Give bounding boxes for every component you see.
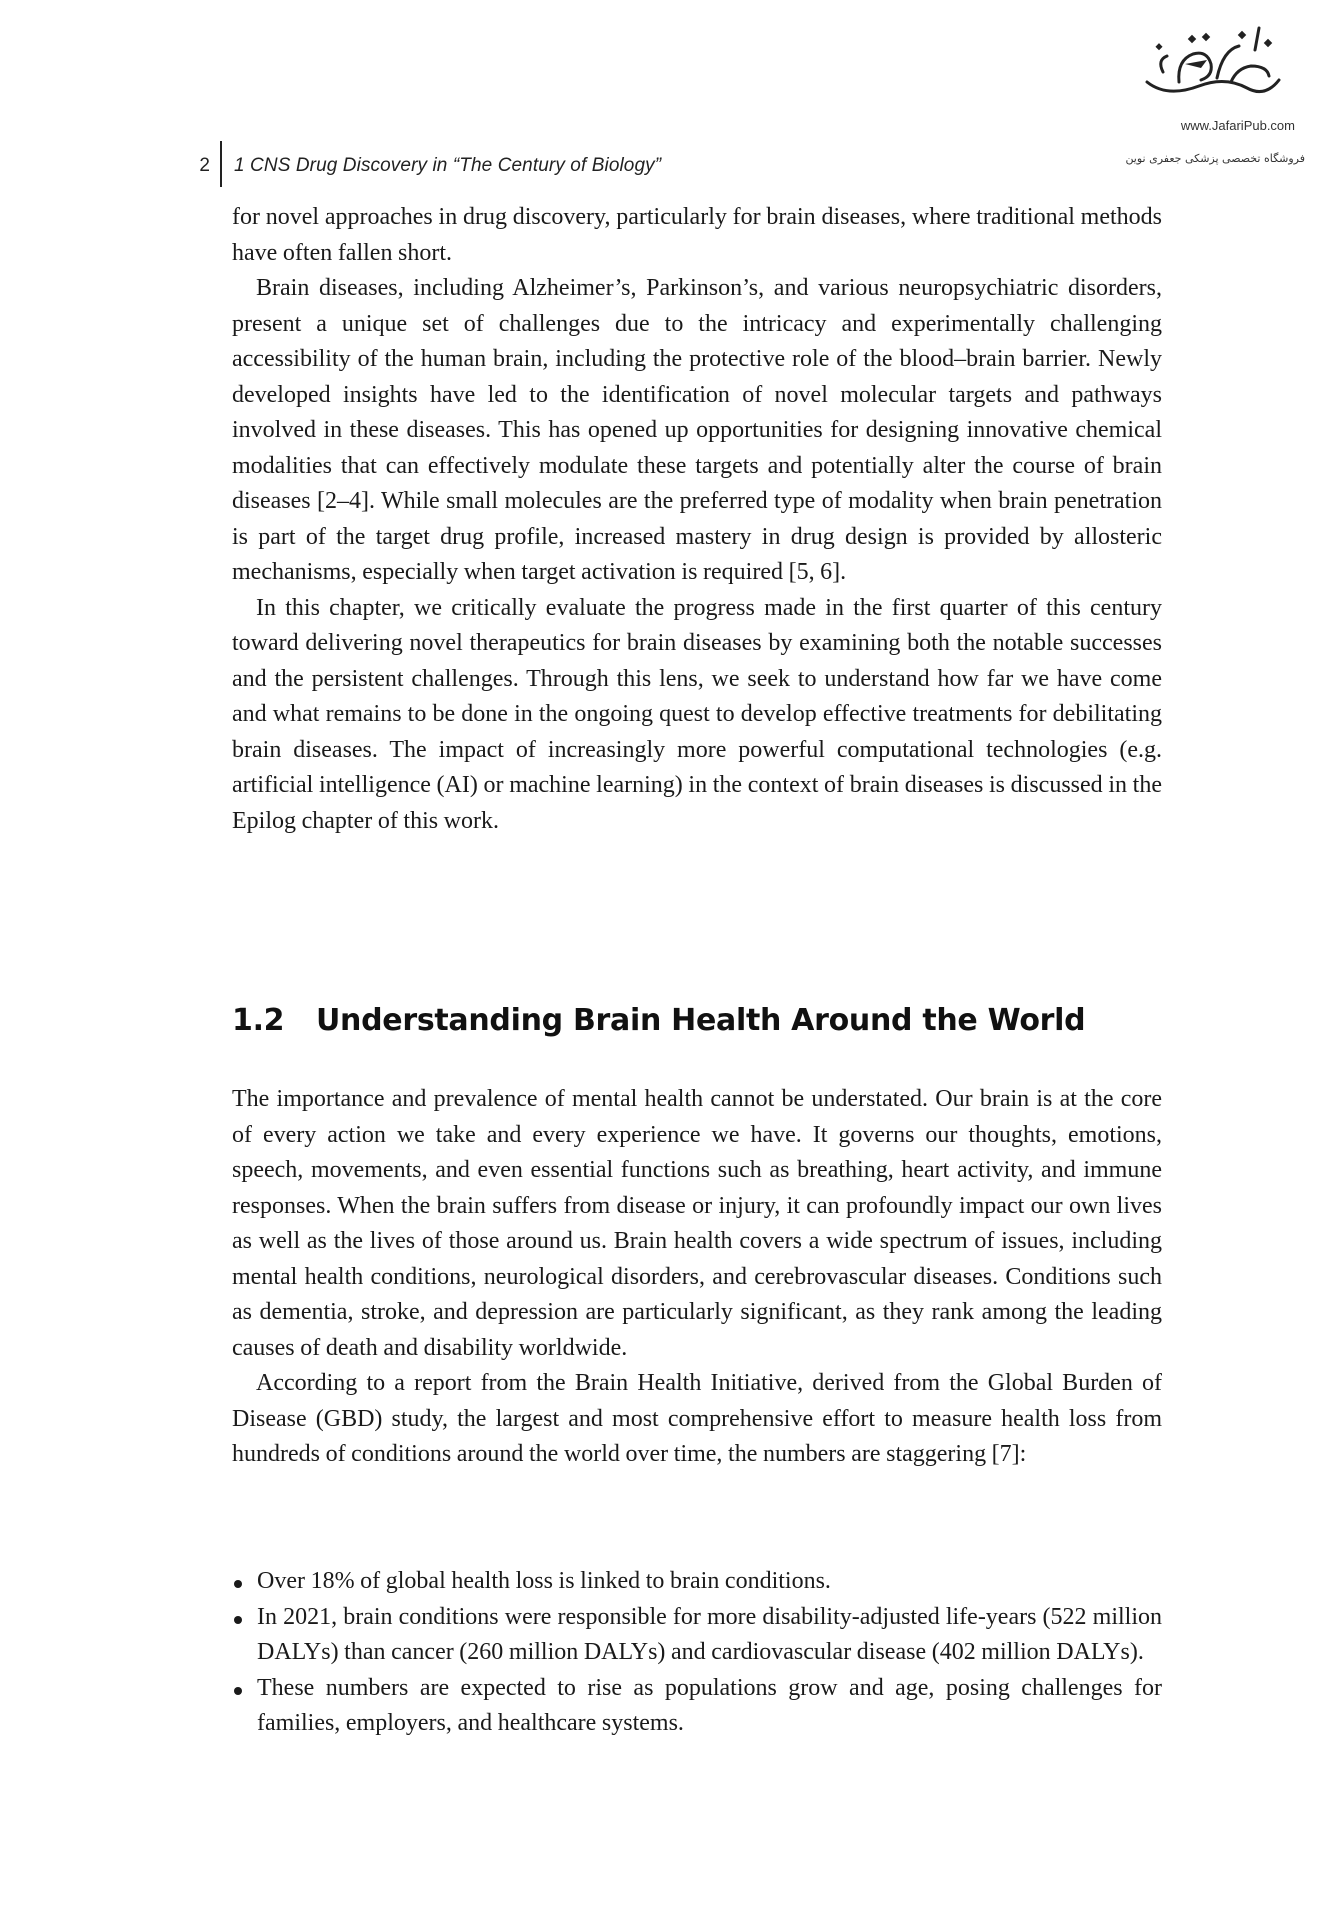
intro-text [232, 200, 1162, 839]
running-chapter-title: 1 CNS Drug Discovery in “The Century of Biology” [234, 155, 662, 176]
list-item-text: These numbers are expected to rise as populations grow and age, posing challenges for families, employers, and healthcare systems. [257, 1674, 1162, 1736]
section-text [232, 1082, 1162, 1473]
paragraph-chapter-overview: In this chapter, we critically evaluate the progress made in the first quarter of this century toward delivering novel therapeutics for brain diseases by examining both the notable successes and the persistent challenges. Through this lens, we seek to understand how far we have come and what remains to be done in the ongoing quest to develop effective treatments for debilitating brain diseases. The impact of increasingly more powerful computational technologies (e.g. artificial intelligence (AI) or machine learning) in the context of brain diseases is discussed in the Epilog chapter of this work. [232, 594, 1162, 834]
list-item [232, 1671, 1162, 1742]
bullet-icon [234, 1616, 242, 1624]
watermark-tagline: فروشگاه تخصصی پزشکی جعفری نوین [1125, 152, 1305, 165]
statistics-bullet-list [232, 1564, 1162, 1742]
page-number: 2 [199, 155, 210, 176]
paragraph-brain-diseases: Brain diseases, including Alzheimer’s, Parkinson’s, and various neuropsychiatric disorders, present a unique set of challenges due to the intricacy and experimentally challenging accessibility of the human brain, including the protective role of the blood–brain barrier. Newly developed insights have led to the identification of novel molecular targets and pathways involved in these diseases. This has opened up opportunities for designing innovative chemical modalities that can effectively modulate these targets and potentially alter the course of brain diseases [2–4]. While small molecules are the preferred type of modality when brain penetration is part of the target drug profile, increased mastery in drug design is provided by allosteric mechanisms, especially when target activation is required [5, 6]. [232, 275, 1162, 585]
list-item-text: In 2021, brain conditions were responsible for more disability-adjusted life-years (522 million DALYs) than cancer (260 million DALYs) and cardiovascular disease (402 million DALYs). [257, 1603, 1162, 1665]
header-divider [220, 141, 222, 187]
section-title: Understanding Brain Health Around the World [316, 1003, 1086, 1038]
section-heading [232, 1003, 1085, 1038]
bullet-icon [234, 1580, 242, 1588]
list-item-text: Over 18% of global health loss is linked to brain conditions. [257, 1568, 831, 1594]
watermark-url: www.JafariPub.com [1180, 118, 1295, 133]
running-header [190, 140, 661, 188]
jafari-calligraphy-logo-icon [1127, 20, 1287, 115]
list-item [232, 1600, 1162, 1671]
paragraph-gbd-report: According to a report from the Brain Health Initiative, derived from the Global Burden of Disease (GBD) study, the largest and most comprehensive effort to measure health loss from hundreds of conditions around the world over time, the numbers are staggering [7]: [232, 1370, 1162, 1467]
list-item [232, 1564, 1162, 1600]
publisher-watermark [1105, 20, 1325, 165]
bullet-icon [234, 1687, 242, 1695]
paragraph-continuation: for novel approaches in drug discovery, particularly for brain diseases, where traditional methods have often fallen short. [232, 204, 1162, 266]
section-number: 1.2 [232, 1003, 285, 1038]
paragraph-brain-health-importance: The importance and prevalence of mental health cannot be understated. Our brain is at the core of every action we take and every experience we have. It governs our thoughts, emotions, speech, movements, and even essential functions such as breathing, heart activity, and immune responses. When the brain suffers from disease or injury, it can profoundly impact our own lives as well as the lives of those around us. Brain health covers a wide spectrum of issues, including mental health conditions, neurological disorders, and cerebrovascular diseases. Conditions such as dementia, stroke, and depression are particularly significant, as they rank among the leading causes of death and disability worldwide. [232, 1086, 1162, 1361]
